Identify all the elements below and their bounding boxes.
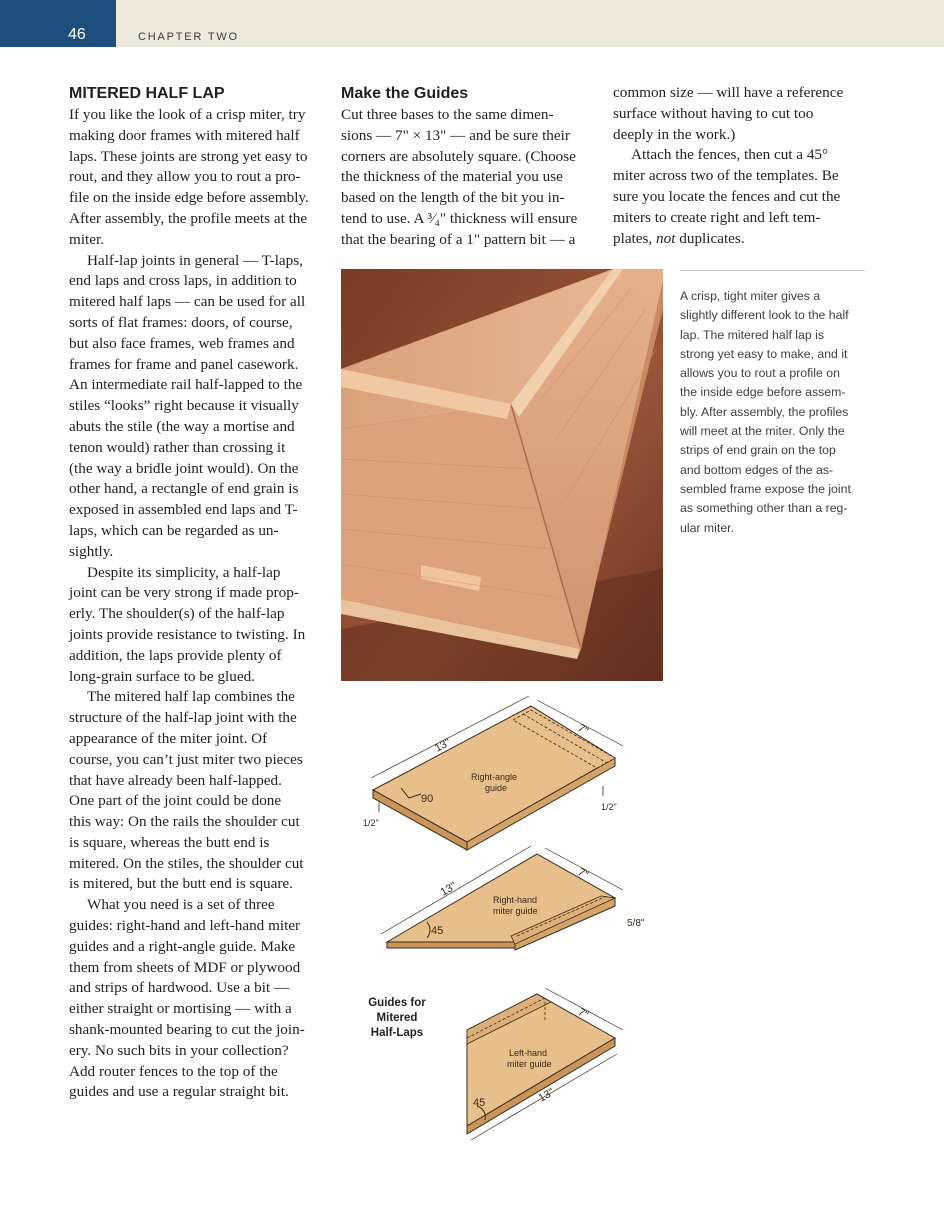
text-line: One part of the joint could be done	[69, 792, 282, 810]
text-line: If you like the look of a crisp miter, try	[69, 106, 306, 123]
diagram-title-line-1: Guides for	[368, 997, 426, 1009]
text-line: strong yet easy to make, and it	[680, 346, 848, 361]
text-line: and strips of hardwood. Use a bit —	[69, 979, 290, 997]
text-line: the inside edge before assem-	[680, 385, 846, 400]
col3-paragraph-1	[613, 83, 869, 145]
right-angle-guide-label-2: guide	[485, 783, 508, 793]
text-line: sions — 7" × 13" — and be sure their	[341, 126, 570, 144]
right-hand-guide-label-2: miter guide	[493, 906, 538, 916]
chapter-label: CHAPTER TWO	[138, 31, 239, 43]
text-line: frames for frame and panel casework.	[69, 355, 299, 373]
text-line: laps, which can be regarded as un-	[69, 521, 279, 539]
text-line: guides and use a regular straight bit.	[69, 1083, 289, 1101]
text-line: erly. The shoulder(s) of the half-lap	[69, 605, 285, 623]
diagram-title-line-2: Mitered	[376, 1012, 418, 1024]
photo-caption	[680, 287, 880, 538]
text-line: slightly different look to the half	[680, 308, 849, 323]
text-line: addition, the laps provide plenty of	[69, 646, 282, 664]
page-number: 46	[68, 26, 86, 43]
text-line: miter.	[69, 230, 105, 248]
text-line: joints provide resistance to twisting. In	[69, 625, 306, 643]
text-line: Half-lap joints in general — T-laps,	[87, 251, 303, 269]
section-heading-mitered-half-lap: MITERED HALF LAP	[69, 85, 225, 102]
text-line: making door frames with mitered half	[69, 126, 300, 144]
text-line: surface without having to cut too	[613, 104, 814, 122]
text-line: Attach the fences, then cut a 45°	[631, 146, 829, 164]
text-line: An intermediate rail half-lapped to the	[69, 376, 303, 394]
text-line: either straight or mortising — with a	[69, 1000, 292, 1018]
right-hand-width-label: 7"	[575, 866, 591, 882]
text-line: will meet at the miter. Only the	[680, 424, 845, 439]
text-line: guides: right-hand and left-hand miter	[69, 917, 301, 935]
text-line: common size — will have a reference	[613, 84, 844, 101]
text-line: mitered. On the stiles, the shoulder cut	[69, 854, 304, 872]
text-line: as something other than a reg-	[680, 501, 848, 516]
text-line: What you need is a set of three	[87, 896, 275, 914]
left-hand-guide-label-1: Left-hand	[509, 1048, 548, 1058]
text-line: deeply in the work.)	[613, 125, 736, 143]
text-line: tenon would) rather than crossing it	[69, 438, 286, 456]
text-line: The mitered half lap combines the	[87, 688, 295, 706]
text-line: exposed in assembled end laps and T-	[69, 501, 298, 519]
right-hand-angle-label: 45	[431, 925, 444, 937]
left-hand-length-label: 13"	[536, 1086, 557, 1105]
text-line: Cut three bases to the same dimen-	[341, 106, 554, 123]
text-line: stiles “looks” right because it visually	[69, 397, 299, 415]
text-line: the thickness of the material you use	[341, 168, 563, 186]
text-line: corners are absolutely square. (Choose	[341, 147, 576, 165]
text-line: strips of end grain on the top	[680, 443, 836, 458]
right-angle-width-label: 7"	[575, 722, 591, 738]
diagram-title-line-3: Half-Laps	[370, 1027, 424, 1039]
text-line: them from sheets of MDF or plywood	[69, 958, 301, 976]
right-hand-fence-label: 5/8"	[627, 918, 645, 929]
left-hand-width-label: 7"	[575, 1006, 591, 1022]
col3-paragraph-2	[613, 145, 869, 228]
text-line: guides and a right-angle guide. Make	[69, 937, 296, 955]
col1-paragraph-3	[69, 563, 325, 688]
text-line: based on the length of the bit you in-	[341, 189, 565, 207]
text-line: A crisp, tight miter gives a	[680, 289, 821, 303]
right-hand-guide-label-1: Right-hand	[493, 895, 538, 905]
col1-paragraph-2	[69, 251, 325, 563]
text-line: tend to use. A ³⁄₄" thickness will ensure	[341, 209, 578, 227]
text-line: abuts the stile (the way a mortise and	[69, 417, 295, 435]
text-line: course, you can’t just miter two pieces	[69, 750, 303, 768]
text-line: lap. The mitered half lap is	[680, 327, 824, 342]
right-angle-thickness-label: 1/2"	[363, 818, 379, 828]
column-1	[69, 83, 325, 1103]
text-line: but also face frames, web frames and	[69, 334, 295, 352]
text-line: Add router fences to the top of the	[69, 1062, 278, 1080]
guides-diagram	[341, 690, 681, 1150]
right-angle-fence-label: 1/2"	[601, 802, 617, 812]
text-line: this way: On the rails the shoulder cut	[69, 813, 300, 831]
text-line: shank-mounted bearing to cut the join-	[69, 1021, 305, 1039]
column-2	[341, 83, 597, 251]
text-line: sure you locate the fences and cut the	[613, 187, 841, 205]
text-line: end laps and cross laps, in addition to	[69, 272, 297, 290]
text-line: miter across two of the templates. Be	[613, 167, 839, 185]
left-hand-miter-guide	[467, 988, 623, 1140]
right-angle-guide-label-1: Right-angle	[471, 772, 518, 782]
text-line: allows you to rout a profile on	[680, 366, 840, 381]
mitered-frame-photo	[341, 269, 663, 681]
text-line: sightly.	[69, 542, 114, 560]
text-line: that the bearing of a 1" pattern bit — a	[341, 230, 576, 248]
text-line: After assembly, the profile meets at the	[69, 209, 308, 227]
text-line: joint can be very strong if made prop-	[69, 584, 299, 602]
text-line: is mitered, but the butt end is square.	[69, 875, 293, 893]
text-line: ular miter.	[680, 520, 734, 535]
text-line: bly. After assembly, the profiles	[680, 404, 849, 419]
text-line: other hand, a rectangle of end grain is	[69, 480, 299, 498]
text-line: structure of the half-lap joint with the	[69, 709, 297, 727]
col1-paragraph-4	[69, 687, 325, 895]
text-line: file on the inside edge before assembly.	[69, 189, 309, 207]
text-line: (the way a bridle joint would). On the	[69, 459, 299, 477]
caption-rule	[680, 270, 865, 271]
right-angle-guide	[363, 696, 623, 850]
column-3	[613, 83, 869, 249]
right-hand-miter-guide	[381, 846, 645, 950]
left-hand-guide-label-2: miter guide	[507, 1059, 552, 1069]
col2-paragraph-1	[341, 105, 597, 251]
text-line: Despite its simplicity, a half-lap	[87, 563, 281, 581]
text-line: mitered half laps — can be used for all	[69, 293, 306, 311]
text-line: ery. No such bits in your collection?	[69, 1041, 289, 1059]
emphasis-not: not	[656, 229, 676, 247]
text-line: sembled frame expose the joint	[680, 481, 851, 496]
text-line: that have already been half-lapped.	[69, 771, 282, 789]
col1-paragraph-5	[69, 895, 325, 1103]
text-line: sorts of flat frames: doors, of course,	[69, 313, 293, 331]
right-angle-length-label: 13"	[432, 736, 453, 755]
text-line: long-grain surface to be glued.	[69, 667, 255, 685]
right-angle-angle-label: 90	[421, 793, 434, 805]
text-line: is square, whereas the butt end is	[69, 833, 270, 851]
left-hand-angle-label: 45	[473, 1097, 486, 1109]
text-line: appearance of the miter joint. Of	[69, 729, 268, 747]
text-line: miters to create right and left tem-	[613, 208, 821, 226]
page-number-box	[0, 0, 116, 47]
text-line: laps. These joints are strong yet easy to	[69, 147, 308, 165]
right-hand-length-label: 13"	[438, 880, 459, 899]
text-line: and bottom edges of the as-	[680, 462, 834, 477]
col3-paragraph-2-last-line: plates, not duplicates.	[613, 229, 745, 247]
section-heading-make-the-guides: Make the Guides	[341, 85, 469, 102]
text-line: rout, and they allow you to rout a pro-	[69, 168, 301, 186]
col1-paragraph-1	[69, 105, 325, 251]
